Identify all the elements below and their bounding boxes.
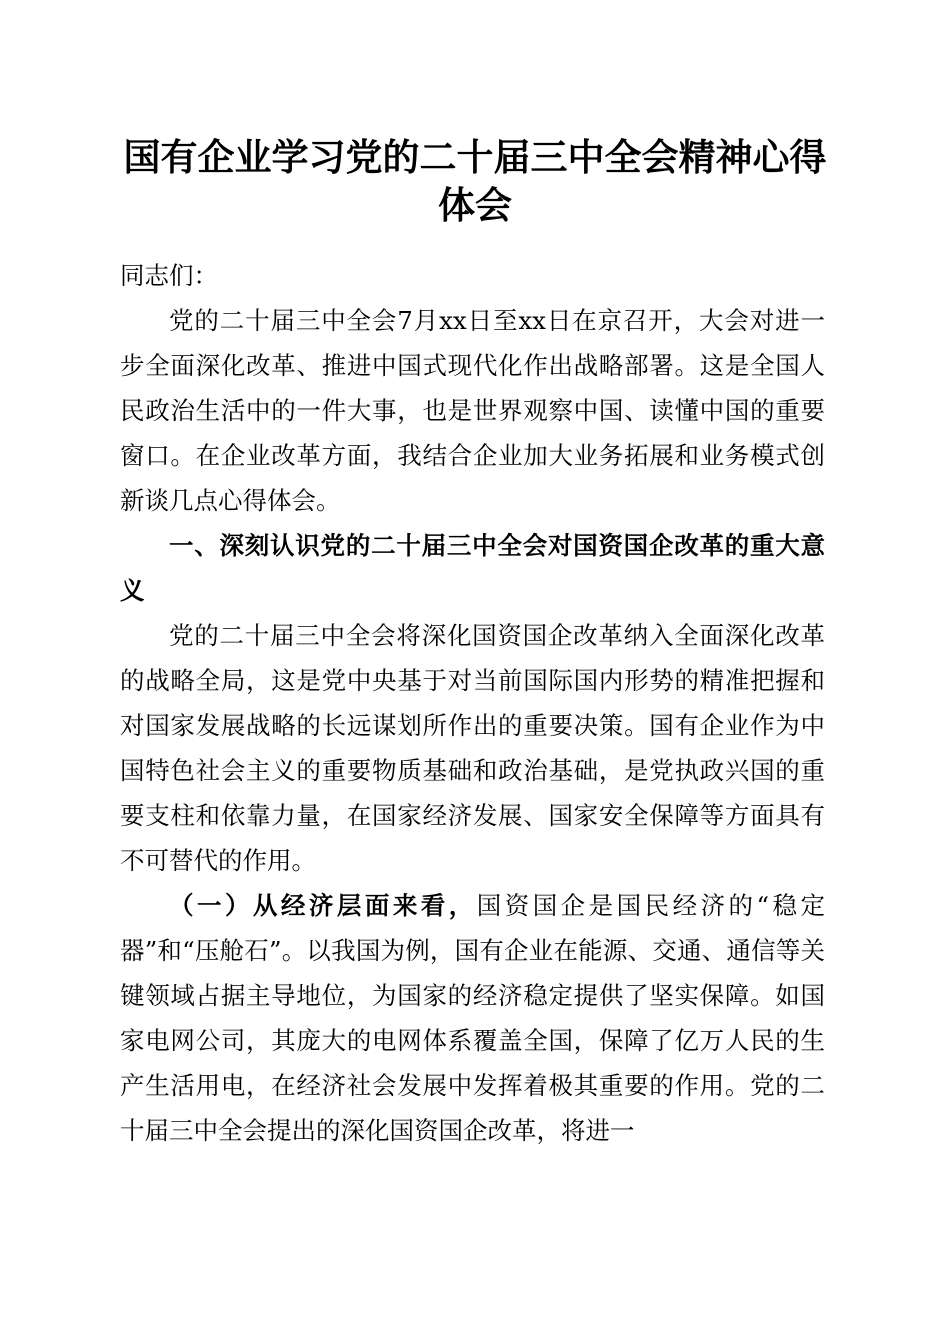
subsection-1-lead: （一）从经济层面来看，: [169, 891, 477, 920]
document-title: 国有企业学习党的二十届三中全会精神心得体会: [123, 135, 827, 227]
section-1-paragraph: 党的二十届三中全会将深化国资国企改革纳入全面深化改革的战略全局，这是党中央基于对当前国际国内形势的精准把握和对国家发展战略的长远谋划所作出的重要决策。国有企业作为中国特色社会主义的重要物质基础和政治基础，是党执政兴国的重要支柱和依靠力量，在国家经济发展、国家安全保障等方面具有不可替代的作用。: [120, 621, 825, 875]
document-body: [120, 253, 825, 1153]
section-heading-1: 一、深刻认识党的二十届三中全会对国资国企改革的重大意义: [120, 531, 825, 605]
subsection-1-paragraph: [120, 883, 825, 1153]
salutation: 同志们：: [120, 261, 218, 290]
intro-paragraph: 党的二十届三中全会7月xx日至xx日在京召开，大会对进一步全面深化改革、推进中国式现代化作出战略部署。这是全国人民政治生活中的一件大事，也是世界观察中国、读懂中国的重要窗口。在企业改革方面，我结合企业加大业务拓展和业务模式创新谈几点心得体会。: [120, 306, 825, 515]
subsection-1-body: 国资国企是国民经济的“稳定器”和“压舱石”。以我国为例，国有企业在能源、交通、通信等关键领域占据主导地位，为国家的经济稳定提供了坚实保障。如国家电网公司，其庞大的电网体系覆盖全国，保障了亿万人民的生产生活用电，在经济社会发展中发挥着极其重要的作用。党的二十届三中全会提出的深化国资国企改革，将进一: [120, 891, 825, 1145]
